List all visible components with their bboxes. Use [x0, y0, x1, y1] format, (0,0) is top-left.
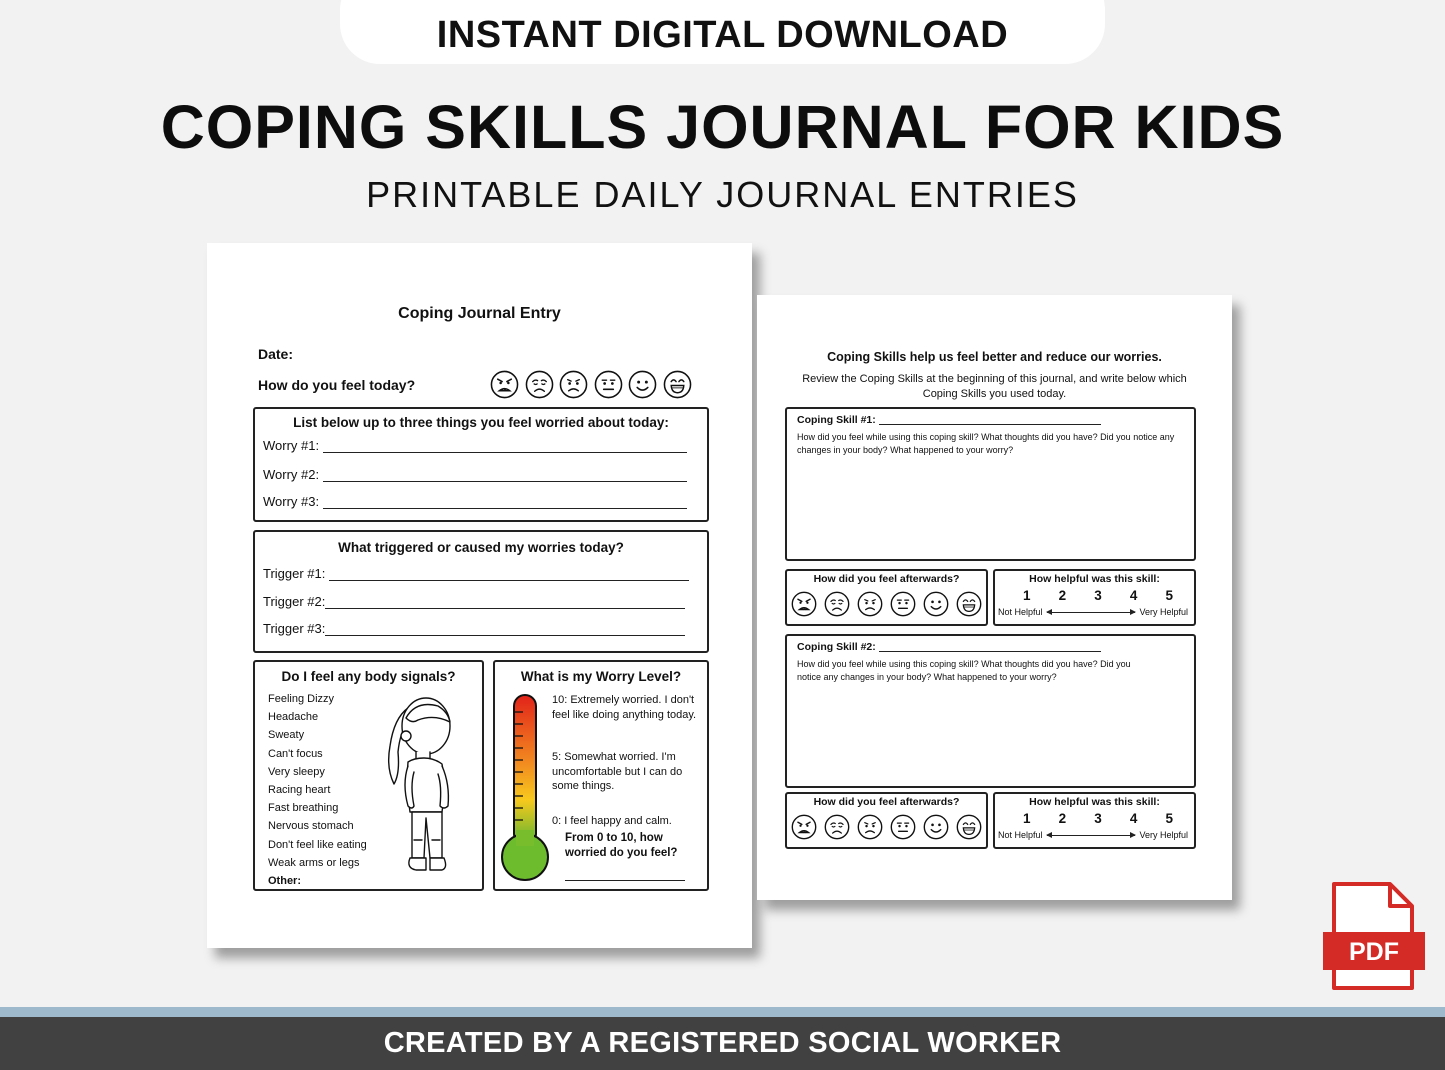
worry-line-1 [263, 438, 687, 453]
instant-download-label: INSTANT DIGITAL DOWNLOAD [436, 14, 1009, 56]
scale-value: 1 [1023, 588, 1031, 603]
signal-item: Don't feel like eating [268, 838, 367, 851]
helpful-scale-ends-1 [998, 607, 1188, 617]
helpful-label-1: How helpful was this skill: [1029, 573, 1160, 585]
worry-label-3: Worry #3: [263, 494, 320, 509]
afterwards-label-2: How did you feel afterwards? [813, 796, 960, 808]
footer-bar [0, 1017, 1445, 1070]
scale-low-label: Not Helpful [998, 830, 1043, 840]
journal-page-coping-skills [757, 295, 1232, 900]
unhappy-face-icon [559, 370, 588, 399]
afterwards-label-1: How did you feel afterwards? [813, 573, 960, 585]
happy-face-icon [628, 370, 657, 399]
signal-item: Racing heart [268, 784, 331, 797]
coping-skill-2-label: Coping Skill #2: [797, 641, 876, 653]
sub-title: PRINTABLE DAILY JOURNAL ENTRIES [366, 174, 1079, 215]
worry-line-3 [263, 494, 687, 509]
signal-item: Very sleepy [268, 765, 325, 778]
footer-text: CREATED BY A REGISTERED SOCIAL WORKER [383, 1027, 1062, 1059]
scale-value: 4 [1129, 588, 1138, 603]
signal-item: Headache [268, 711, 319, 724]
signal-item: Fast breathing [268, 802, 339, 815]
scale-low-label: Not Helpful [998, 607, 1043, 617]
pdf-file-icon [1322, 882, 1426, 990]
helpful-box-1 [993, 569, 1196, 626]
worry-label-1: Worry #1: [263, 438, 320, 453]
worry-level-answer-line [565, 880, 685, 881]
trigger-line-2 [263, 594, 685, 609]
sad-face-icon [824, 814, 850, 840]
signal-item: Nervous stomach [268, 820, 354, 833]
angry-face-icon [791, 591, 817, 617]
triggers-heading: What triggered or caused my worries today? [338, 540, 624, 555]
feeling-face-row [490, 370, 692, 399]
afterwards-box-1 [785, 569, 988, 626]
worry-level-5-text: 5: Somewhat worried. I'm uncomfortable but I can do some things. [552, 751, 683, 792]
scale-value: 2 [1058, 588, 1067, 603]
top-banner-pill [340, 0, 1105, 64]
signal-item: Feeling Dizzy [268, 693, 335, 705]
happy-face-icon [923, 591, 949, 617]
page-title: Coping Journal Entry [398, 305, 561, 322]
scale-value: 3 [1094, 811, 1102, 826]
coping-skill-1-question: How did you feel while using this coping skill? What thoughts did you have? Did you notice any changes in your body? What happened to your worry? [797, 432, 1175, 455]
child-figure-illustration [368, 688, 468, 884]
body-signals-box [253, 660, 484, 891]
angry-face-icon [791, 814, 817, 840]
scale-value: 2 [1058, 811, 1067, 826]
scale-value: 5 [1165, 811, 1173, 826]
worries-box [253, 407, 709, 522]
coping-skill-2-box [785, 634, 1196, 788]
unhappy-face-icon [857, 591, 883, 617]
very-happy-face-icon [956, 591, 982, 617]
worry-level-question: From 0 to 10, how worried do you feel? [565, 832, 678, 859]
feel-today-label: How do you feel today? [258, 377, 416, 393]
scale-high-label: Very Helpful [1139, 607, 1188, 617]
helpful-scale-ends-2 [998, 830, 1188, 840]
signal-item: Weak arms or legs [268, 856, 360, 869]
body-signals-heading: Do I feel any body signals? [281, 669, 456, 684]
helpful-label-2: How helpful was this skill: [1029, 796, 1160, 808]
worry-level-heading: What is my Worry Level? [520, 669, 682, 684]
sad-face-icon [824, 591, 850, 617]
signal-item: Sweaty [268, 729, 305, 742]
very-happy-face-icon [663, 370, 692, 399]
afterwards-faces-1 [791, 591, 982, 617]
neutral-face-icon [890, 591, 916, 617]
trigger-label-1: Trigger #1: [263, 566, 326, 581]
other-label: Other: [268, 875, 301, 888]
helpful-scale-1 [1023, 588, 1173, 603]
neutral-face-icon [890, 814, 916, 840]
helpful-scale-2 [1023, 811, 1173, 826]
afterwards-faces-2 [791, 814, 982, 840]
coping-skill-1-label: Coping Skill #1: [797, 414, 876, 426]
coping-skill-2-question: How did you feel while using this coping skill? What thoughts did you have? Did you notice any changes in your body? What happened to your worry? [797, 659, 1131, 682]
scale-value: 5 [1165, 588, 1173, 603]
trigger-label-2: Trigger #2: [263, 594, 326, 609]
thermometer-icon [499, 692, 551, 886]
worry-level-10-text: 10: Extremely worried. I don't feel like doing anything today. [552, 694, 697, 721]
sad-face-icon [525, 370, 554, 399]
coping-skill-1-label-row [797, 414, 1101, 426]
double-arrow-icon [1047, 835, 1136, 836]
coping-subheading: Review the Coping Skills at the beginning of this journal, and write below which Coping Skills you used today. [802, 373, 1187, 400]
neutral-face-icon [594, 370, 623, 399]
unhappy-face-icon [857, 814, 883, 840]
double-arrow-icon [1047, 612, 1136, 613]
trigger-label-3: Trigger #3: [263, 621, 326, 636]
trigger-line-1 [263, 566, 689, 581]
worry-level-box [493, 660, 709, 891]
triggers-box [253, 530, 709, 653]
coping-skill-1-box [785, 407, 1196, 561]
scale-value: 1 [1023, 811, 1031, 826]
scale-value: 3 [1094, 588, 1102, 603]
trigger-line-3 [263, 621, 685, 636]
scale-value: 4 [1129, 811, 1138, 826]
angry-face-icon [490, 370, 519, 399]
main-title: COPING SKILLS JOURNAL FOR KIDS [160, 93, 1285, 161]
date-label: Date: [258, 346, 294, 362]
worry-label-2: Worry #2: [263, 467, 320, 482]
happy-face-icon [923, 814, 949, 840]
very-happy-face-icon [956, 814, 982, 840]
worry-level-0-text: 0: I feel happy and calm. [552, 815, 672, 827]
helpful-box-2 [993, 792, 1196, 849]
footer-stripe [0, 1007, 1445, 1017]
coping-heading: Coping Skills help us feel better and reduce our worries. [827, 350, 1162, 364]
worry-line-2 [263, 467, 687, 482]
pdf-label: PDF [1349, 938, 1399, 966]
scale-high-label: Very Helpful [1139, 830, 1188, 840]
worries-heading: List below up to three things you feel worried about today: [293, 415, 669, 430]
afterwards-box-2 [785, 792, 988, 849]
coping-skill-2-label-row [797, 641, 1101, 653]
journal-page-entry [207, 243, 752, 948]
signal-item: Can't focus [268, 747, 323, 760]
